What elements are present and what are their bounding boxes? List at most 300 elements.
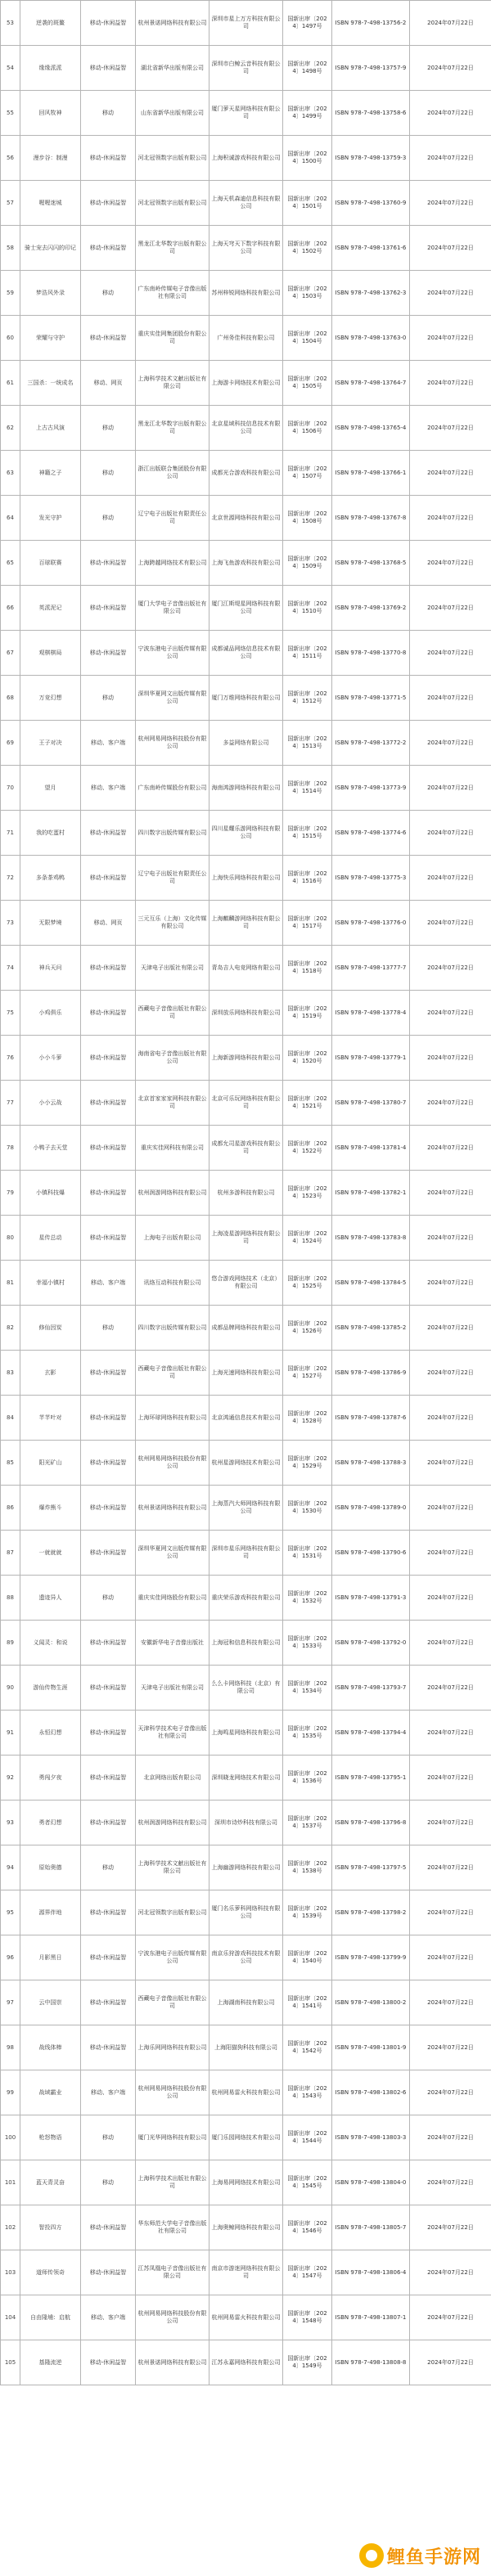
cell-title: 蓝天青灵奋 xyxy=(20,2160,81,2205)
cell-category: 移动-休闲益智 xyxy=(81,2250,136,2295)
cell-approval-no: 国新出审〔2024〕1546号 xyxy=(283,2205,332,2250)
cell-approval-no: 国新出审〔2024〕1506号 xyxy=(283,406,332,451)
cell-date: 2024年07月22日 xyxy=(410,1396,491,1441)
cell-operator: 杭州网易雷火科技有限公司 xyxy=(209,2070,283,2115)
cell-title: 永恒幻想 xyxy=(20,1711,81,1756)
cell-operator: 北京鸿通信息技术有限公司 xyxy=(209,1396,283,1441)
cell-title: 荣耀与守护 xyxy=(20,316,81,361)
cell-title: 王子对决 xyxy=(20,721,81,766)
cell-title: 百球联赛 xyxy=(20,541,81,586)
cell-category: 移动、客户端 xyxy=(81,766,136,811)
cell-category: 移动、客户端 xyxy=(81,2295,136,2340)
cell-publisher: 安徽新华电子音像出版社 xyxy=(136,1621,209,1666)
cell-operator: 杭州多游科技有限公司 xyxy=(209,1171,283,1216)
cell-isbn: ISBN 978-7-498-13761-6 xyxy=(332,226,410,271)
cell-publisher: 广东南岭传媒电子音像出版社有限公司 xyxy=(136,271,209,316)
cell-publisher: 杭州网易网络科技股份有限公司 xyxy=(136,2070,209,2115)
cell-index: 93 xyxy=(1,1801,20,1845)
cell-date: 2024年07月22日 xyxy=(410,496,491,541)
cell-title: 道师传领奇 xyxy=(20,2250,81,2295)
cell-operator: 厦门江斯堤星网络科技有限公司 xyxy=(209,586,283,631)
cell-category: 移动 xyxy=(81,271,136,316)
cell-operator: 南京乐狩游戏科技技术有限公司 xyxy=(209,1935,283,1980)
table-row xyxy=(1,271,491,316)
cell-title: 发光守护 xyxy=(20,496,81,541)
cell-approval-no: 国新出审〔2024〕1498号 xyxy=(283,46,332,91)
cell-operator: 深圳放乐网络科技有限公司 xyxy=(209,991,283,1036)
cell-publisher: 深圳华夏网文出版传媒有限公司 xyxy=(136,1531,209,1576)
cell-approval-no: 国新出审〔2024〕1509号 xyxy=(283,541,332,586)
cell-title: 望月 xyxy=(20,766,81,811)
cell-approval-no: 国新出审〔2024〕1531号 xyxy=(283,1531,332,1576)
cell-publisher: 杭州景诺网络科技有限公司 xyxy=(136,2340,209,2385)
cell-operator: 上海易网网络技术有限公司 xyxy=(209,2160,283,2205)
cell-operator: 上海快乐网络科技有限公司 xyxy=(209,856,283,901)
cell-category: 移动-休闲益智 xyxy=(81,2340,136,2385)
table-row xyxy=(1,316,491,361)
cell-operator: 上海麒麟游网络科技有限公司 xyxy=(209,901,283,946)
cell-approval-no: 国新出审〔2024〕1536号 xyxy=(283,1756,332,1801)
cell-title: 原始奥德 xyxy=(20,1845,81,1890)
cell-title: 战域霸业 xyxy=(20,2070,81,2115)
cell-isbn: ISBN 978-7-498-13760-9 xyxy=(332,181,410,226)
cell-category: 移动-休闲益智 xyxy=(81,1890,136,1935)
table-row xyxy=(1,1980,491,2025)
table-row xyxy=(1,1486,491,1531)
table-row xyxy=(1,1126,491,1171)
table-row xyxy=(1,91,491,136)
cell-title: 喔喔迷城 xyxy=(20,181,81,226)
cell-publisher: 黑龙江北华数字出版有限公司 xyxy=(136,226,209,271)
cell-operator: 上海飞鱼游戏科技有限公司 xyxy=(209,541,283,586)
cell-operator: 上海湖南科技有限公司 xyxy=(209,1980,283,2025)
cell-approval-no: 国新出审〔2024〕1512号 xyxy=(283,676,332,721)
cell-date: 2024年07月22日 xyxy=(410,1531,491,1576)
cell-operator: 上海奥鲸网络科技有限公司 xyxy=(209,2205,283,2250)
cell-isbn: ISBN 978-7-498-13763-0 xyxy=(332,316,410,361)
cell-index: 76 xyxy=(1,1036,20,1081)
cell-category: 移动-休闲益智 xyxy=(81,1396,136,1441)
cell-isbn: ISBN 978-7-498-13772-2 xyxy=(332,721,410,766)
cell-publisher: 四川数字出版传媒有限公司 xyxy=(136,811,209,856)
cell-title: 三国杀：一统成名 xyxy=(20,361,81,406)
cell-title: 幸福小镇村 xyxy=(20,1261,81,1306)
cell-operator: 上海天机森迪信息科技有限公司 xyxy=(209,181,283,226)
cell-category: 移动、客户端 xyxy=(81,721,136,766)
cell-date: 2024年07月22日 xyxy=(410,1441,491,1486)
table-row xyxy=(1,2025,491,2070)
cell-category: 移动 xyxy=(81,1845,136,1890)
cell-isbn: ISBN 978-7-498-13796-8 xyxy=(332,1801,410,1845)
table-row xyxy=(1,1621,491,1666)
table-row xyxy=(1,1711,491,1756)
cell-approval-no: 国新出审〔2024〕1502号 xyxy=(283,226,332,271)
cell-isbn: ISBN 978-7-498-13805-7 xyxy=(332,2205,410,2250)
cell-index: 82 xyxy=(1,1306,20,1351)
cell-date: 2024年07月22日 xyxy=(410,1306,491,1351)
cell-approval-no: 国新出审〔2024〕1504号 xyxy=(283,316,332,361)
cell-isbn: ISBN 978-7-498-13806-4 xyxy=(332,2250,410,2295)
cell-category: 移动-休闲益智 xyxy=(81,1,136,46)
cell-publisher: 三元互乐（上海）文化传媒有限公司 xyxy=(136,901,209,946)
cell-operator: 上海阳猫狗科技有限公司 xyxy=(209,2025,283,2070)
cell-publisher: 河北冠领数字出版有限公司 xyxy=(136,136,209,181)
cell-approval-no: 国新出审〔2024〕1533号 xyxy=(283,1621,332,1666)
cell-title: 逆袭的斑鳌 xyxy=(20,1,81,46)
cell-index: 105 xyxy=(1,2340,20,2385)
cell-publisher: 西藏电子音像出版社有限公司 xyxy=(136,991,209,1036)
table-row xyxy=(1,586,491,631)
table-row xyxy=(1,1036,491,1081)
cell-operator: 海南鸿游网络科技有限公司 xyxy=(209,766,283,811)
cell-date: 2024年07月22日 xyxy=(410,1801,491,1845)
cell-publisher: 杭州景诺网络科技有限公司 xyxy=(136,1,209,46)
cell-date: 2024年07月22日 xyxy=(410,1890,491,1935)
cell-publisher: 河北冠领数字出版有限公司 xyxy=(136,181,209,226)
cell-operator: 厦门万维网络科技有限公司 xyxy=(209,676,283,721)
cell-index: 79 xyxy=(1,1171,20,1216)
cell-publisher: 重庆实佳网科技有限公司 xyxy=(136,1126,209,1171)
cell-date: 2024年07月22日 xyxy=(410,1845,491,1890)
cell-approval-no: 国新出审〔2024〕1532号 xyxy=(283,1576,332,1621)
table-row xyxy=(1,1801,491,1845)
cell-index: 75 xyxy=(1,991,20,1036)
cell-date: 2024年07月22日 xyxy=(410,1935,491,1980)
cell-date: 2024年07月22日 xyxy=(410,316,491,361)
cell-title: 阳光矿山 xyxy=(20,1441,81,1486)
cell-category: 移动-休闲益智 xyxy=(81,226,136,271)
cell-isbn: ISBN 978-7-498-13768-5 xyxy=(332,541,410,586)
cell-title: 云中国崇 xyxy=(20,1980,81,2025)
cell-date: 2024年07月22日 xyxy=(410,721,491,766)
cell-operator: 深圳市星上万方科技有限公司 xyxy=(209,1,283,46)
cell-operator: 苏州梓锐网络科技有限公司 xyxy=(209,271,283,316)
cell-isbn: ISBN 978-7-498-13765-4 xyxy=(332,406,410,451)
cell-date: 2024年07月22日 xyxy=(410,1666,491,1711)
cell-approval-no: 国新出审〔2024〕1528号 xyxy=(283,1396,332,1441)
cell-index: 71 xyxy=(1,811,20,856)
cell-isbn: ISBN 978-7-498-13799-9 xyxy=(332,1935,410,1980)
cell-category: 移动 xyxy=(81,676,136,721)
cell-publisher: 北京首家家家网科技有限公司 xyxy=(136,1081,209,1126)
cell-index: 72 xyxy=(1,856,20,901)
table-row xyxy=(1,136,491,181)
cell-category: 移动-休闲益智 xyxy=(81,1801,136,1845)
cell-isbn: ISBN 978-7-498-13781-4 xyxy=(332,1126,410,1171)
cell-isbn: ISBN 978-7-498-13786-9 xyxy=(332,1351,410,1396)
cell-category: 移动-休闲益智 xyxy=(81,136,136,181)
cell-date: 2024年07月22日 xyxy=(410,1036,491,1081)
cell-operator: 深圳市白鲸云音科技有限公司 xyxy=(209,46,283,91)
cell-title: 一就就就 xyxy=(20,1531,81,1576)
cell-approval-no: 国新出审〔2024〕1513号 xyxy=(283,721,332,766)
table-row xyxy=(1,1845,491,1890)
cell-operator: 杭州星游网络技术有限公司 xyxy=(209,1441,283,1486)
cell-approval-no: 国新出审〔2024〕1534号 xyxy=(283,1666,332,1711)
cell-publisher: 宁波东港电子出版传媒有限公司 xyxy=(136,1935,209,1980)
cell-publisher: 湖北省新华出版有限公司 xyxy=(136,46,209,91)
table-row xyxy=(1,226,491,271)
cell-category: 移动-休闲益智 xyxy=(81,1980,136,2025)
cell-category: 移动、客户端 xyxy=(81,1261,136,1306)
cell-operator: 重庆荣乐游戏科技有限公司 xyxy=(209,1576,283,1621)
cell-approval-no: 国新出审〔2024〕1544号 xyxy=(283,2115,332,2160)
cell-approval-no: 国新出审〔2024〕1545号 xyxy=(283,2160,332,2205)
cell-index: 62 xyxy=(1,406,20,451)
table-row xyxy=(1,2250,491,2295)
cell-index: 66 xyxy=(1,586,20,631)
cell-index: 64 xyxy=(1,496,20,541)
table-row xyxy=(1,946,491,991)
cell-isbn: ISBN 978-7-498-13775-3 xyxy=(332,856,410,901)
cell-approval-no: 国新出审〔2024〕1503号 xyxy=(283,271,332,316)
cell-isbn: ISBN 978-7-498-13769-2 xyxy=(332,586,410,631)
cell-title: 玄影 xyxy=(20,1351,81,1396)
cell-operator: 多益网络有限公司 xyxy=(209,721,283,766)
cell-title: 勇者幻想 xyxy=(20,1801,81,1845)
cell-title: 游仙传物生涯 xyxy=(20,1666,81,1711)
cell-operator: 北京可乐玩网络科技有限公司 xyxy=(209,1081,283,1126)
fish-logo-icon xyxy=(359,2543,384,2568)
cell-index: 73 xyxy=(1,901,20,946)
cell-approval-no: 国新出审〔2024〕1548号 xyxy=(283,2295,332,2340)
cell-title: 骑士宠去闪闪的印记 xyxy=(20,226,81,271)
cell-title: 多条茶鸡鸭 xyxy=(20,856,81,901)
cell-index: 86 xyxy=(1,1486,20,1531)
cell-index: 81 xyxy=(1,1261,20,1306)
cell-date: 2024年07月22日 xyxy=(410,1980,491,2025)
cell-operator: 成都品牌网络科技有限公司 xyxy=(209,1306,283,1351)
cell-isbn: ISBN 978-7-498-13793-7 xyxy=(332,1666,410,1711)
cell-title: 义闻灵：和说 xyxy=(20,1621,81,1666)
cell-approval-no: 国新出审〔2024〕1507号 xyxy=(283,451,332,496)
cell-index: 60 xyxy=(1,316,20,361)
cell-date: 2024年07月22日 xyxy=(410,901,491,946)
table-row xyxy=(1,991,491,1036)
cell-index: 91 xyxy=(1,1711,20,1756)
cell-publisher: 西藏电子音像出版社有限公司 xyxy=(136,1980,209,2025)
cell-publisher: 辽宁电子出版社有限责任公司 xyxy=(136,856,209,901)
cell-index: 58 xyxy=(1,226,20,271)
cell-index: 99 xyxy=(1,2070,20,2115)
cell-operator: 厦门名乐萝科网络科技有限公司 xyxy=(209,1890,283,1935)
cell-approval-no: 国新出审〔2024〕1517号 xyxy=(283,901,332,946)
cell-publisher: 黑龙江北华数字出版有限公司 xyxy=(136,406,209,451)
cell-category: 移动-休闲益智 xyxy=(81,46,136,91)
cell-title: 自由隆埔：启航 xyxy=(20,2295,81,2340)
cell-publisher: 天津电子出版社有限公司 xyxy=(136,946,209,991)
cell-index: 92 xyxy=(1,1756,20,1801)
cell-operator: 上海积诚游戏科技有限公司 xyxy=(209,136,283,181)
cell-index: 69 xyxy=(1,721,20,766)
cell-title: 小小斗萝 xyxy=(20,1036,81,1081)
cell-isbn: ISBN 978-7-498-13797-5 xyxy=(332,1845,410,1890)
cell-title: 星传总动 xyxy=(20,1216,81,1261)
table-row xyxy=(1,1081,491,1126)
table-row xyxy=(1,1890,491,1935)
cell-category: 移动-休闲益智 xyxy=(81,1935,136,1980)
cell-approval-no: 国新出审〔2024〕1514号 xyxy=(283,766,332,811)
cell-isbn: ISBN 978-7-498-13764-7 xyxy=(332,361,410,406)
cell-index: 53 xyxy=(1,1,20,46)
cell-category: 移动 xyxy=(81,496,136,541)
cell-isbn: ISBN 978-7-498-13790-6 xyxy=(332,1531,410,1576)
cell-category: 移动 xyxy=(81,2160,136,2205)
cell-date: 2024年07月22日 xyxy=(410,46,491,91)
cell-operator: 上海蒸汽大师网络科技有限公司 xyxy=(209,1486,283,1531)
cell-date: 2024年07月22日 xyxy=(410,2025,491,2070)
cell-index: 77 xyxy=(1,1081,20,1126)
cell-publisher: 上海乐网网络科技有限公司 xyxy=(136,2025,209,2070)
cell-isbn: ISBN 978-7-498-13783-8 xyxy=(332,1216,410,1261)
cell-index: 65 xyxy=(1,541,20,586)
cell-isbn: ISBN 978-7-498-13795-1 xyxy=(332,1756,410,1801)
table-row xyxy=(1,1351,491,1396)
cell-title: 勇闯夕夜 xyxy=(20,1756,81,1801)
cell-category: 移动、客户端 xyxy=(81,2070,136,2115)
cell-isbn: ISBN 978-7-498-13774-6 xyxy=(332,811,410,856)
cell-publisher: 华东师范大学电子音像出版社有限公司 xyxy=(136,2205,209,2250)
cell-operator: 成都光合游戏科技有限公司 xyxy=(209,451,283,496)
cell-date: 2024年07月22日 xyxy=(410,2340,491,2385)
table-row xyxy=(1,1261,491,1306)
cell-category: 移动-休闲益智 xyxy=(81,1036,136,1081)
cell-index: 70 xyxy=(1,766,20,811)
table-row xyxy=(1,631,491,676)
cell-publisher: 广东南岭传媒股份有限公司 xyxy=(136,766,209,811)
cell-isbn: ISBN 978-7-498-13785-2 xyxy=(332,1306,410,1351)
table-row xyxy=(1,1666,491,1711)
cell-publisher: 重庆实佳网集团股份有限公司 xyxy=(136,316,209,361)
cell-date: 2024年07月22日 xyxy=(410,2070,491,2115)
cell-category: 移动-休闲益智 xyxy=(81,1756,136,1801)
cell-isbn: ISBN 978-7-498-13758-6 xyxy=(332,91,410,136)
cell-publisher: 上海科学技术文献出版社有限公司 xyxy=(136,361,209,406)
cell-category: 移动-休闲益智 xyxy=(81,1711,136,1756)
cell-approval-no: 国新出审〔2024〕1497号 xyxy=(283,1,332,46)
cell-category: 移动-休闲益智 xyxy=(81,1351,136,1396)
cell-category: 移动-休闲益智 xyxy=(81,1666,136,1711)
cell-operator: 厦门乐园网络技术有限公司 xyxy=(209,2115,283,2160)
cell-publisher: 厦门大学电子音像出版社有限公司 xyxy=(136,586,209,631)
cell-publisher: 四川数字出版传媒有限公司 xyxy=(136,1306,209,1351)
cell-date: 2024年07月22日 xyxy=(410,1126,491,1171)
cell-approval-no: 国新出审〔2024〕1529号 xyxy=(283,1441,332,1486)
cell-index: 63 xyxy=(1,451,20,496)
cell-approval-no: 国新出审〔2024〕1525号 xyxy=(283,1261,332,1306)
cell-approval-no: 国新出审〔2024〕1505号 xyxy=(283,361,332,406)
cell-category: 移动、网页 xyxy=(81,901,136,946)
cell-title: 月影黑日 xyxy=(20,1935,81,1980)
cell-index: 104 xyxy=(1,2295,20,2340)
cell-approval-no: 国新出审〔2024〕1522号 xyxy=(283,1126,332,1171)
table-row xyxy=(1,2160,491,2205)
cell-publisher: 上海电子出版有限公司 xyxy=(136,1216,209,1261)
cell-category: 移动-休闲益智 xyxy=(81,316,136,361)
cell-operator: 广州务佳科技有限公司 xyxy=(209,316,283,361)
cell-approval-no: 国新出审〔2024〕1530号 xyxy=(283,1486,332,1531)
cell-approval-no: 国新出审〔2024〕1549号 xyxy=(283,2340,332,2385)
cell-index: 96 xyxy=(1,1935,20,1980)
cell-publisher: 深圳华夏网文出版传媒有限公司 xyxy=(136,676,209,721)
cell-approval-no: 国新出审〔2024〕1520号 xyxy=(283,1036,332,1081)
cell-index: 103 xyxy=(1,2250,20,2295)
cell-category: 移动 xyxy=(81,91,136,136)
cell-isbn: ISBN 978-7-498-13759-3 xyxy=(332,136,410,181)
cell-operator: 深圳市星乐网络科技有限公司 xyxy=(209,1531,283,1576)
table-row xyxy=(1,451,491,496)
cell-approval-no: 国新出审〔2024〕1538号 xyxy=(283,1845,332,1890)
cell-isbn: ISBN 978-7-498-13767-8 xyxy=(332,496,410,541)
cell-title: 缘缘派派 xyxy=(20,46,81,91)
cell-publisher: 杭州润游网络科技有限公司 xyxy=(136,1171,209,1216)
cell-title: 英派泥记 xyxy=(20,586,81,631)
cell-operator: 上海幽游网络科技有限公司 xyxy=(209,1845,283,1890)
cell-publisher: 西藏电子音像出版社有限公司 xyxy=(136,1351,209,1396)
cell-operator: 上海凌星游网络科技有限公司 xyxy=(209,1216,283,1261)
cell-index: 54 xyxy=(1,46,20,91)
cell-isbn: ISBN 978-7-498-13776-0 xyxy=(332,901,410,946)
cell-date: 2024年07月22日 xyxy=(410,631,491,676)
cell-index: 78 xyxy=(1,1126,20,1171)
cell-operator: 北京星域科技信息技术有限公司 xyxy=(209,406,283,451)
cell-category: 移动-休闲益智 xyxy=(81,811,136,856)
cell-operator: 悠合游戏网络技术（北京）有限公司 xyxy=(209,1261,283,1306)
table-row xyxy=(1,46,491,91)
table-row xyxy=(1,1935,491,1980)
cell-publisher: 杭州网易网络科技股份有限公司 xyxy=(136,721,209,766)
cell-category: 移动-休闲益智 xyxy=(81,181,136,226)
cell-approval-no: 国新出审〔2024〕1541号 xyxy=(283,1980,332,2025)
cell-operator: 上海新游网络科技有限公司 xyxy=(209,1036,283,1081)
cell-isbn: ISBN 978-7-498-13770-8 xyxy=(332,631,410,676)
cell-title: 无限梦境 xyxy=(20,901,81,946)
cell-date: 2024年07月22日 xyxy=(410,1621,491,1666)
cell-category: 移动-休闲益智 xyxy=(81,2025,136,2070)
table-row xyxy=(1,1441,491,1486)
cell-approval-no: 国新出审〔2024〕1523号 xyxy=(283,1171,332,1216)
cell-title: 小鸭子去天堂 xyxy=(20,1126,81,1171)
cell-date: 2024年07月22日 xyxy=(410,91,491,136)
table-row xyxy=(1,676,491,721)
cell-title: 小镇科技爆 xyxy=(20,1171,81,1216)
cell-date: 2024年07月22日 xyxy=(410,2295,491,2340)
cell-date: 2024年07月22日 xyxy=(410,856,491,901)
cell-operator: 成都诚品网络信息技术有限公司 xyxy=(209,631,283,676)
cell-category: 移动-休闲益智 xyxy=(81,1081,136,1126)
cell-date: 2024年07月22日 xyxy=(410,361,491,406)
cell-publisher: 山东省新华出版有限公司 xyxy=(136,91,209,136)
table-row xyxy=(1,2340,491,2385)
cell-title: 漫步谷：制漫 xyxy=(20,136,81,181)
cell-index: 98 xyxy=(1,2025,20,2070)
table-row xyxy=(1,181,491,226)
cell-category: 移动-休闲益智 xyxy=(81,541,136,586)
cell-isbn: ISBN 978-7-498-13773-9 xyxy=(332,766,410,811)
cell-title: 上古古风演 xyxy=(20,406,81,451)
cell-approval-no: 国新出审〔2024〕1542号 xyxy=(283,2025,332,2070)
table-row xyxy=(1,1756,491,1801)
cell-approval-no: 国新出审〔2024〕1526号 xyxy=(283,1306,332,1351)
cell-isbn: ISBN 978-7-498-13757-9 xyxy=(332,46,410,91)
table-row xyxy=(1,2295,491,2340)
table-row xyxy=(1,2070,491,2115)
cell-approval-no: 国新出审〔2024〕1519号 xyxy=(283,991,332,1036)
cell-index: 94 xyxy=(1,1845,20,1890)
cell-isbn: ISBN 978-7-498-13777-7 xyxy=(332,946,410,991)
cell-approval-no: 国新出审〔2024〕1521号 xyxy=(283,1081,332,1126)
cell-date: 2024年07月22日 xyxy=(410,1576,491,1621)
